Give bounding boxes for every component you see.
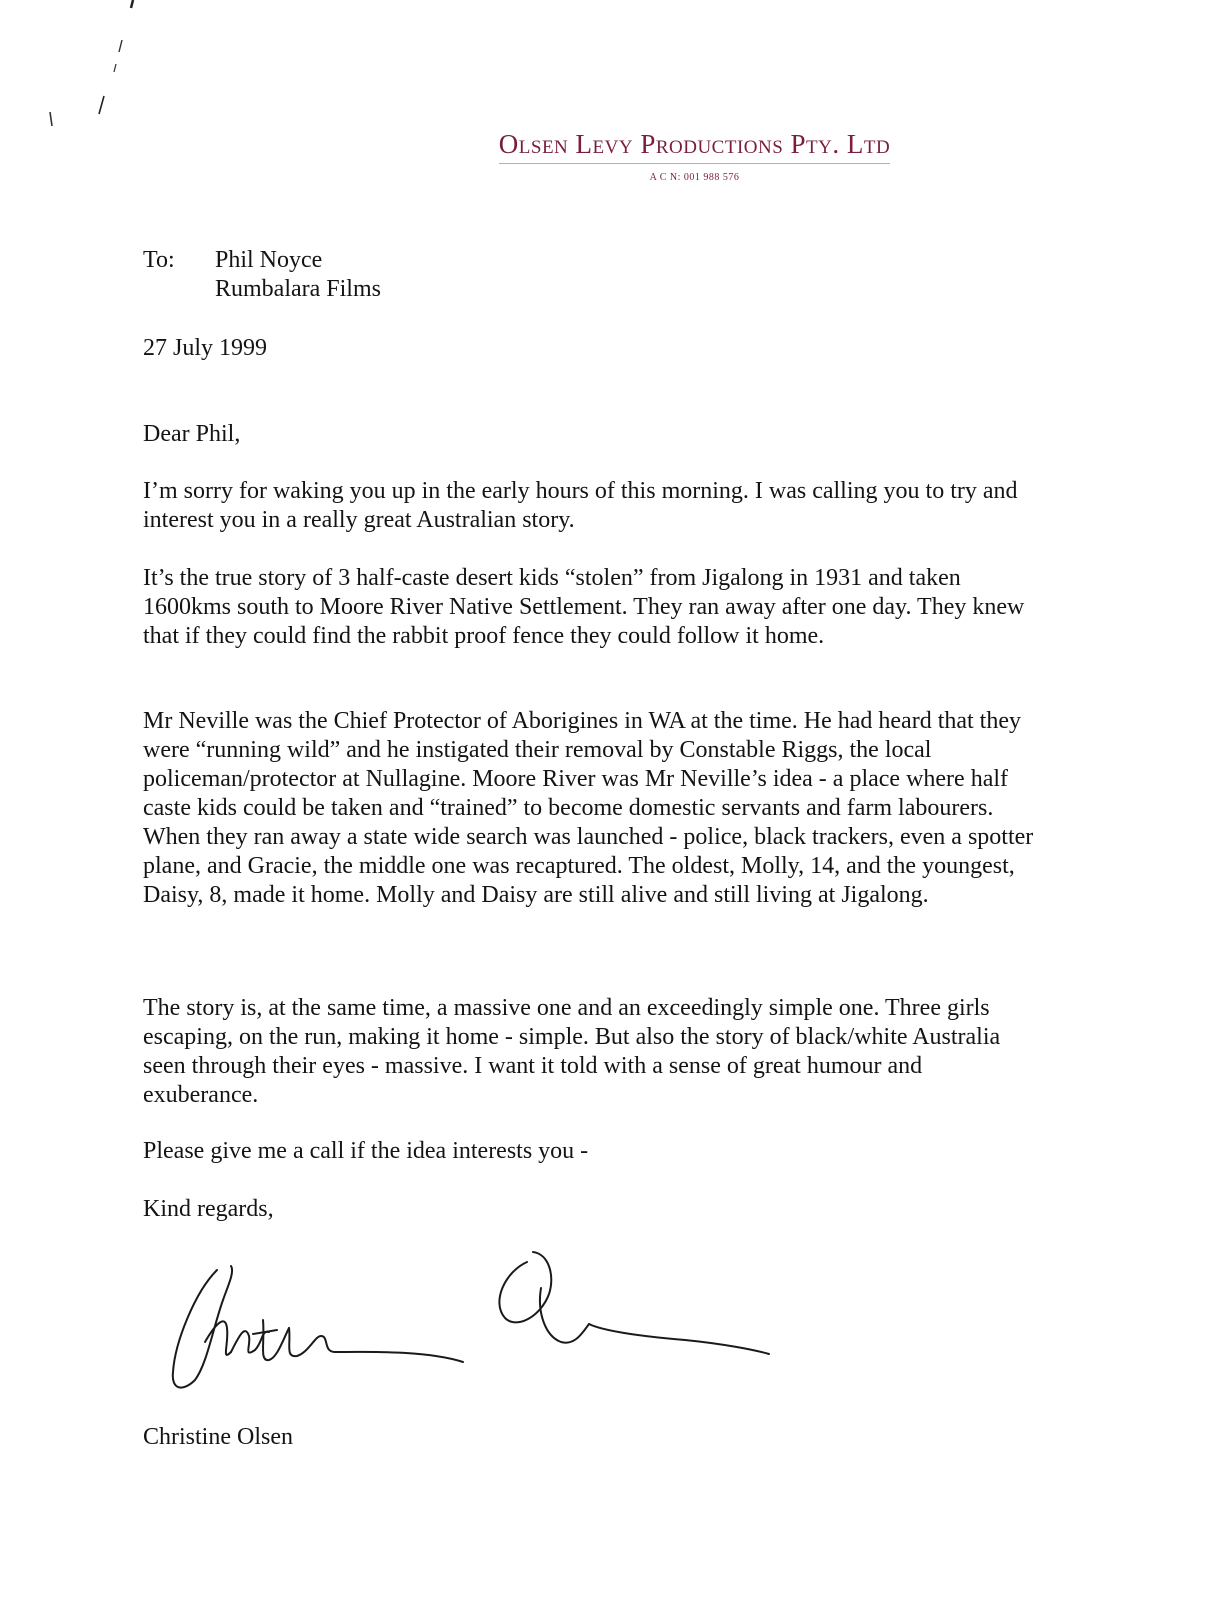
letter-date: 27 July 1999 [143,335,268,361]
paragraph: Mr Neville was the Chief Protector of Aborigines in WA at the time. He had heard that they were “running wild” and he instigated their removal by Constable Riggs, the local policeman/protector at Nullagine. Moore River was Mr Neville’s idea - a place where half caste kids could be taken and “trained” to become domestic servants and farm labourers. When they ran away a state wide search was launched - police, black trackers, even a spotter plane, and Gracie, the middle one was recaptured. The oldest, Molly, 14, and the youngest, Daisy, 8, made it home. Molly and Daisy are still alive and still living at Jigalong. [143,708,1034,908]
to-label: To: [143,247,175,273]
paragraph: It’s the true story of 3 half-caste desert kids “stolen” from Jigalong in 1931 and taken 1600kms south to Moore River Native Settlement. They ran away after one day. They knew that if they could find the rabbit proof fence they could follow it home. [143,565,1025,649]
paragraph: I’m sorry for waking you up in the early hours of this morning. I was calling you to try and interest you in a really great Australian story. [143,478,1018,533]
recipient-block [143,246,1043,304]
handwritten-signature [165,1232,785,1402]
paragraph: Please give me a call if the idea interests you - [143,1138,589,1164]
company-name: Olsen Levy Productions Pty. Ltd [499,128,890,164]
closing: Kind regards, [143,1196,274,1222]
margin-pen-marks [0,0,140,140]
company-acn: A C N: 001 988 576 [649,172,740,184]
salutation: Dear Phil, [143,421,241,447]
signer-name: Christine Olsen [143,1424,293,1450]
paragraph: The story is, at the same time, a massive one and an exceedingly simple one. Three girls escaping, on the run, making it home - simple. But also the story of black/white Australia seen through their eyes - massive. I want it told with a sense of great humour and exuberance. [143,995,1001,1108]
recipient-company: Rumbalara Films [215,276,381,302]
recipient-name: Phil Noyce [215,247,323,273]
letterhead [0,128,1209,183]
